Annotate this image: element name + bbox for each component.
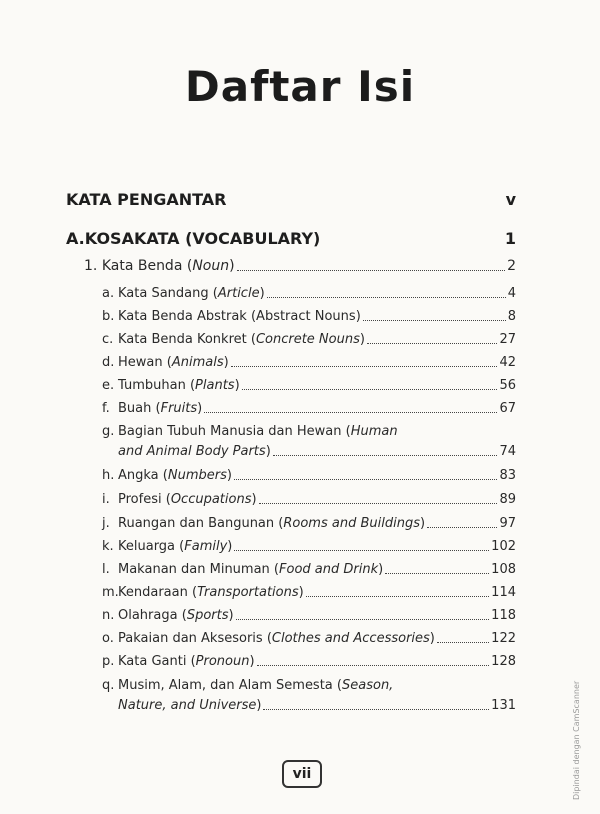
item-page: 97 [499, 516, 516, 531]
item-page: 122 [491, 631, 516, 646]
page-title: Daftar Isi [184, 62, 416, 111]
toc-subsection-kata-benda[interactable] [84, 258, 516, 274]
leader-dots [267, 297, 506, 298]
section-label: A.KOSAKATA (VOCABULARY) [66, 229, 321, 248]
toc-item-g-line1[interactable]: g. Bagian Tubuh Manusia dan Hewan (Human [102, 424, 398, 439]
toc-section-kosakata[interactable] [66, 229, 516, 248]
item-page: 102 [491, 539, 516, 554]
toc-item-p[interactable]: p. Kata Ganti (Pronoun) 128 [102, 654, 516, 669]
item-page: 114 [491, 585, 516, 600]
leader-dots [263, 709, 489, 710]
item-page: 67 [499, 401, 516, 416]
leader-dots [204, 412, 497, 413]
section-page: 1 [504, 229, 516, 248]
toc-item-o[interactable]: o. Pakaian dan Aksesoris (Clothes and Accessories) 122 [102, 631, 516, 646]
leader-dots [259, 503, 498, 504]
toc-item-d[interactable]: d. Hewan (Animals) 42 [102, 355, 516, 370]
subsection-page: 2 [507, 258, 516, 274]
toc-item-e[interactable]: e. Tumbuhan (Plants) 56 [102, 378, 516, 393]
leader-dots [236, 619, 490, 620]
leader-dots [437, 642, 489, 643]
leader-dots [234, 550, 489, 551]
scanner-watermark: Dipindai dengan CamScanner [572, 680, 581, 800]
toc-item-i[interactable]: i. Profesi (Occupations) 89 [102, 492, 516, 507]
item-page: 56 [499, 378, 516, 393]
leader-dots [242, 389, 498, 390]
item-page: 128 [491, 654, 516, 669]
leader-dots [367, 343, 498, 344]
toc-item-h[interactable]: h. Angka (Numbers) 83 [102, 468, 516, 483]
item-page: 4 [507, 286, 516, 301]
leader-dots [273, 455, 498, 456]
toc-item-l[interactable]: l. Makanan dan Minuman (Food and Drink) 108 [102, 562, 516, 577]
toc-item-f[interactable]: f. Buah (Fruits) 67 [102, 401, 516, 416]
item-page: 27 [499, 332, 516, 347]
leader-dots [427, 527, 497, 528]
section-label: KATA PENGANTAR [66, 190, 227, 209]
toc-item-q-line2[interactable]: Nature, and Universe) 131 [118, 698, 516, 713]
toc-item-a[interactable]: a. Kata Sandang (Article) 4 [102, 286, 516, 301]
toc-item-k[interactable]: k. Keluarga (Family) 102 [102, 539, 516, 554]
leader-dots [237, 270, 505, 271]
toc-item-b[interactable]: b. Kata Benda Abstrak (Abstract Nouns) 8 [102, 309, 516, 324]
item-page: 42 [499, 355, 516, 370]
toc-section-kata-pengantar[interactable] [66, 190, 516, 209]
item-page: 89 [499, 492, 516, 507]
item-page: 83 [499, 468, 516, 483]
item-page: 108 [491, 562, 516, 577]
item-page: 118 [491, 608, 516, 623]
subsection-label: 1. Kata Benda (Noun) [84, 258, 235, 274]
leader-dots [231, 366, 498, 367]
page-number: vii [282, 760, 322, 788]
leader-dots [234, 479, 498, 480]
leader-dots [257, 665, 490, 666]
toc-item-q-line1[interactable]: q. Musim, Alam, dan Alam Semesta (Season, [102, 678, 394, 693]
leader-dots [306, 596, 489, 597]
leader-dots [363, 320, 506, 321]
toc-item-j[interactable]: j. Ruangan dan Bangunan (Rooms and Buildings) 97 [102, 516, 516, 531]
item-page: 8 [507, 309, 516, 324]
item-page: 74 [499, 444, 516, 459]
toc-item-n[interactable]: n. Olahraga (Sports) 118 [102, 608, 516, 623]
section-page: v [505, 190, 516, 209]
toc-item-c[interactable]: c. Kata Benda Konkret (Concrete Nouns) 27 [102, 332, 516, 347]
toc-item-g-line2[interactable]: and Animal Body Parts) 74 [118, 444, 516, 459]
toc-item-m[interactable]: m.Kendaraan (Transportations) 114 [102, 585, 516, 600]
item-page: 131 [491, 698, 516, 713]
leader-dots [385, 573, 489, 574]
